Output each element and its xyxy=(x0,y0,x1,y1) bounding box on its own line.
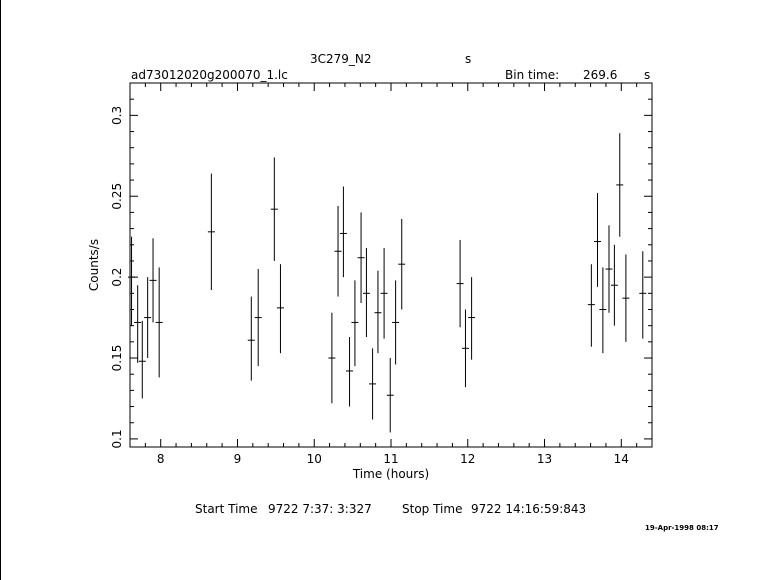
data-point xyxy=(369,348,376,419)
data-point xyxy=(387,358,394,432)
x-axis-label: Time (hours) xyxy=(352,467,430,481)
data-point xyxy=(134,285,141,363)
data-point xyxy=(616,133,623,237)
x-tick-label: 11 xyxy=(383,452,399,466)
filename-label: ad73012020g200070_1.lc xyxy=(131,68,288,82)
data-point xyxy=(374,271,381,354)
data-point xyxy=(588,264,595,347)
data-point xyxy=(462,309,469,387)
data-point xyxy=(340,187,347,278)
bin-time-unit: s xyxy=(644,68,651,82)
data-point xyxy=(594,193,601,287)
x-tick-label: 8 xyxy=(156,452,165,466)
data-point xyxy=(139,321,146,399)
plot-frame xyxy=(130,83,652,447)
data-point xyxy=(248,297,255,381)
data-point xyxy=(271,157,278,261)
x-tick-label: 10 xyxy=(306,452,322,466)
data-point xyxy=(611,245,618,326)
y-tick-label: 0.3 xyxy=(110,105,124,125)
data-point xyxy=(392,280,399,364)
data-point xyxy=(128,237,135,326)
axis-ticks xyxy=(110,83,652,466)
stop-time-label: Stop Time xyxy=(402,502,463,516)
start-time-label: Start Time xyxy=(195,502,258,516)
data-point xyxy=(150,238,157,322)
data-point xyxy=(599,267,606,353)
data-points xyxy=(128,133,646,432)
data-point xyxy=(606,225,613,312)
data-point xyxy=(277,264,284,353)
plot-timestamp: 19-Apr-1998 08:17 xyxy=(645,524,719,532)
data-point xyxy=(156,267,163,377)
start-time-value: 9722 7:37: 3:327 xyxy=(268,502,372,516)
title-unit: s xyxy=(465,52,472,66)
stop-time-value: 9722 14:16:59:843 xyxy=(471,502,587,516)
y-tick-label: 0.25 xyxy=(110,182,124,210)
data-point xyxy=(363,248,370,337)
y-tick-label: 0.15 xyxy=(110,344,124,372)
data-point xyxy=(622,254,629,341)
x-tick-label: 13 xyxy=(536,452,553,466)
data-point xyxy=(358,212,365,303)
data-point xyxy=(398,219,405,310)
bin-time-value: 269.6 xyxy=(583,68,618,82)
data-point xyxy=(468,277,475,360)
y-axis-label: Counts/s xyxy=(87,238,101,292)
bin-time-label: Bin time: xyxy=(505,68,560,82)
data-point xyxy=(639,251,646,338)
data-point xyxy=(328,313,335,404)
chart-title: 3C279_N2 xyxy=(310,52,372,66)
data-point xyxy=(335,206,342,297)
x-tick-label: 9 xyxy=(233,452,242,466)
data-point xyxy=(255,269,262,366)
x-tick-label: 12 xyxy=(460,452,476,466)
data-point xyxy=(457,240,464,327)
data-point xyxy=(346,337,353,407)
y-tick-label: 0.2 xyxy=(110,267,124,287)
data-point xyxy=(208,174,215,290)
y-tick-label: 0.1 xyxy=(110,429,124,449)
x-tick-label: 14 xyxy=(613,452,629,466)
data-point xyxy=(381,248,388,339)
data-point xyxy=(144,277,151,358)
data-point xyxy=(351,280,358,366)
